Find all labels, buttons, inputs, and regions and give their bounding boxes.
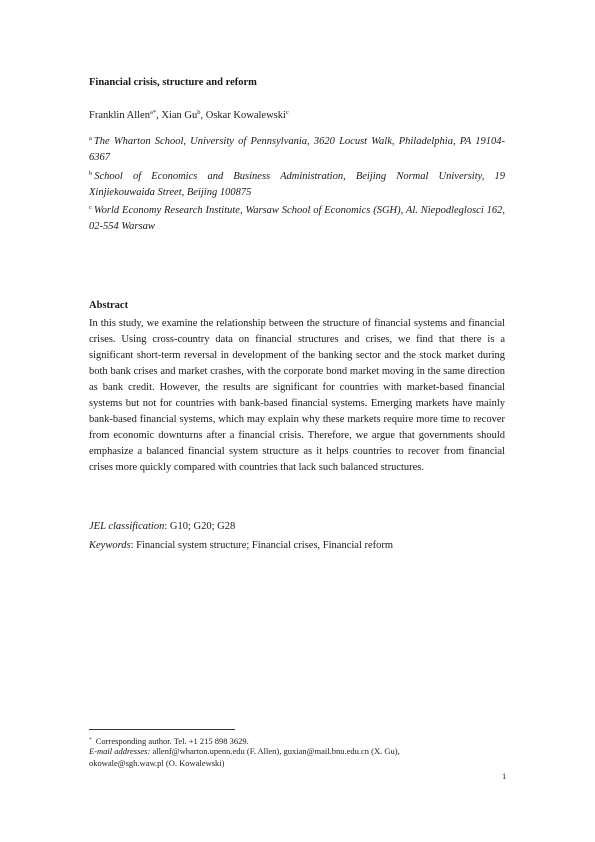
keywords-list: : Financial system structure; Financial crises, Financial reform <box>130 540 394 551</box>
author-affiliation-mark: b <box>197 109 201 116</box>
email-addresses: allenf@wharton.upenn.edu (F. Allen), guxian@mail.bnu.edu.cn (X. Gu), <box>150 746 400 756</box>
author-list <box>89 109 289 121</box>
affiliation-c <box>89 200 505 235</box>
paper-title: Financial crisis, structure and reform <box>89 77 257 88</box>
author-affiliation-mark: c <box>285 109 289 116</box>
affiliation-text: The Wharton School, University of Pennsylvania, 3620 Locust Walk, Philadelphia, PA 19104-6367 <box>89 136 505 163</box>
keywords <box>89 540 393 551</box>
footnote-text: Corresponding author. Tel. +1 215 898 3629. <box>95 736 249 746</box>
author-affiliation-mark: a* <box>149 109 157 116</box>
footnote-email-continued: okowale@sgh.waw.pl (O. Kowalewski) <box>89 758 225 768</box>
author-name: Oskar Kowalewski <box>205 110 286 121</box>
jel-classification <box>89 521 235 532</box>
jel-label: JEL classification <box>89 521 165 532</box>
affiliation-mark: a <box>89 135 92 142</box>
abstract-body: In this study, we examine the relationship between the structure of financial systems and financial crises. Using cross-country data on financial structures and crises, we find that there is a significant short-term reversal in development of the banking sector and the stock market during both bank crises and market crashes, with the corporate bond market moving in the same direction as bank credit. However, the results are significant for countries with market-based financial systems but not for countries with bank-based financial systems. Emerging markets have mainly bank-based financial systems, which may explain why these markets require more time to recover from economic downturns after a financial crisis. Therefore, we argue that governments should emphasize a balanced financial system structure as it helps countries to recover from financial crises more quickly compared with countries that lack such balanced structures. <box>89 318 505 473</box>
footnote-email <box>89 745 509 757</box>
page-number: 1 <box>502 771 507 781</box>
author-separator: , <box>200 110 206 121</box>
author-name: Franklin Allen <box>89 110 150 121</box>
email-label: E-mail addresses: <box>89 746 151 756</box>
affiliation-text: World Economy Research Institute, Warsaw School of Economics (SGH), Al. Niepodleglosci 162, 02-554 Warsaw <box>89 205 505 232</box>
author-separator: , <box>156 110 162 121</box>
affiliation-a <box>89 131 505 166</box>
abstract-heading: Abstract <box>89 300 129 311</box>
affiliation-mark: b <box>89 170 93 177</box>
affiliation-mark: c <box>89 204 92 211</box>
author-name: Xian Gu <box>161 110 198 121</box>
footnote-mark: * <box>89 737 92 743</box>
footnote-divider <box>89 729 235 730</box>
affiliation-text: School of Economics and Business Administration, Beijing Normal University, 19 Xinjiekouwaida Street, Beijing 100875 <box>89 171 505 198</box>
jel-codes: : G10; G20; G28 <box>164 521 236 532</box>
keywords-label: Keywords <box>89 540 131 551</box>
affiliation-b <box>89 166 505 201</box>
